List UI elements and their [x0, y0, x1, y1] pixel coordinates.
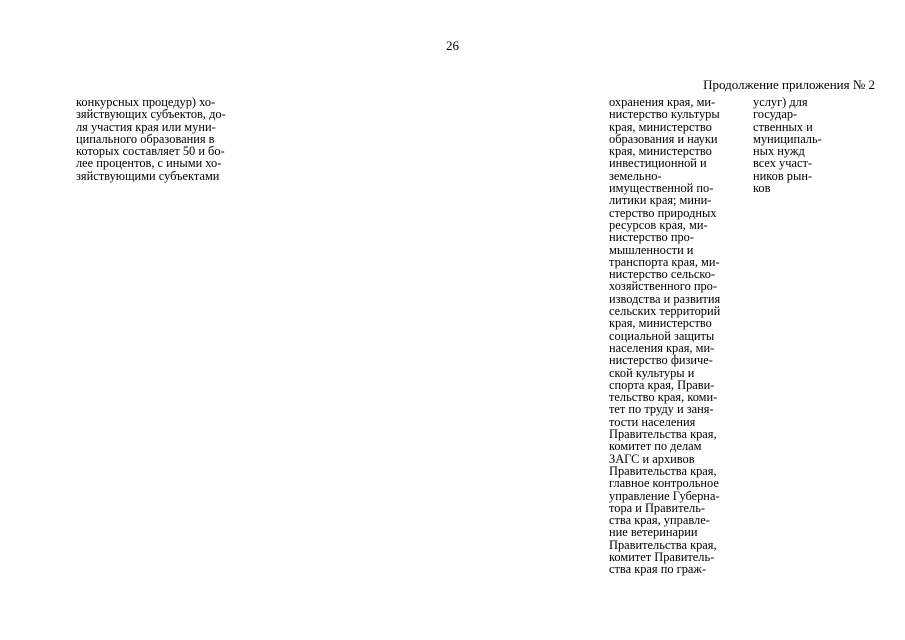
text-line: изводства и развития — [609, 291, 721, 306]
text-line: имущественной по- — [609, 181, 714, 196]
text-line: земельно- — [609, 168, 662, 183]
text-line: управление Губерна- — [609, 488, 720, 503]
text-line: которых составляет 50 и бо- — [76, 144, 225, 159]
text-line: инвестиционной и — [609, 156, 707, 171]
text-line: Правительства края, — [609, 463, 717, 478]
text-line: нистерство культуры — [609, 107, 720, 122]
text-line: нистерство физиче- — [609, 353, 713, 368]
text-line: ных нужд — [753, 144, 805, 159]
left-column-text — [76, 96, 226, 182]
text-line: ской культуры и — [609, 365, 695, 380]
text-line: зяйствующих субъектов, до- — [76, 107, 226, 122]
page-number: 26 — [446, 38, 459, 53]
text-line: лее процентов, с иными хо- — [76, 156, 222, 171]
text-line: комитет Правитель- — [609, 549, 715, 564]
text-line: ципального образования в — [76, 131, 215, 146]
text-line: ства края по граж- — [609, 562, 707, 577]
text-line: хозяйственного про- — [609, 279, 718, 294]
text-line: охранения края, ми- — [609, 95, 716, 109]
text-line: главное контрольное — [609, 476, 719, 491]
text-line: сельских территорий — [609, 304, 721, 319]
text-line: тет по труду и заня- — [609, 402, 714, 417]
text-line: муниципаль- — [753, 131, 822, 146]
text-line: края, министерство — [609, 316, 712, 331]
text-line: тости населения — [609, 414, 696, 429]
text-line: населения края, ми- — [609, 340, 715, 355]
right-column-text — [753, 96, 822, 194]
text-line: ние ветеринарии — [609, 525, 698, 540]
text-line: государ- — [753, 107, 798, 122]
text-line: социальной защиты — [609, 328, 715, 343]
text-line: образования и науки — [609, 131, 718, 146]
text-line: мышленности и — [609, 242, 694, 257]
text-line: литики края; мини- — [609, 193, 712, 208]
text-line: услуг) для — [753, 95, 808, 109]
text-line: ков — [753, 181, 771, 196]
text-line: края, министерство — [609, 144, 712, 159]
text-line: края, министерство — [609, 119, 712, 134]
text-line: Правительства края, — [609, 537, 717, 552]
text-line: ресурсов края, ми- — [609, 217, 708, 232]
text-line: зяйствующими субъектами — [76, 168, 220, 183]
text-line: ля участия края или муни- — [76, 119, 216, 134]
text-line: тельство края, коми- — [609, 390, 718, 405]
text-line: ственных и — [753, 119, 813, 134]
text-line: спорта края, Прави- — [609, 377, 715, 392]
text-line: Правительства края, — [609, 427, 717, 442]
text-line: ЗАГС и архивов — [609, 451, 695, 466]
text-line: стерство природных — [609, 205, 717, 220]
text-line: ства края, управле- — [609, 513, 710, 528]
text-line: комитет по делам — [609, 439, 702, 454]
middle-column-text — [609, 96, 720, 576]
text-line: нистерство сельско- — [609, 267, 716, 282]
text-line: транспорта края, ми- — [609, 254, 720, 269]
text-line: всех участ- — [753, 156, 813, 171]
continuation-header: Продолжение приложения № 2 — [703, 77, 875, 92]
text-line: ников рын- — [753, 168, 813, 183]
text-line: нистерство про- — [609, 230, 694, 245]
text-line: тора и Правитель- — [609, 500, 705, 515]
text-line: конкурсных процедур) хо- — [76, 95, 216, 109]
